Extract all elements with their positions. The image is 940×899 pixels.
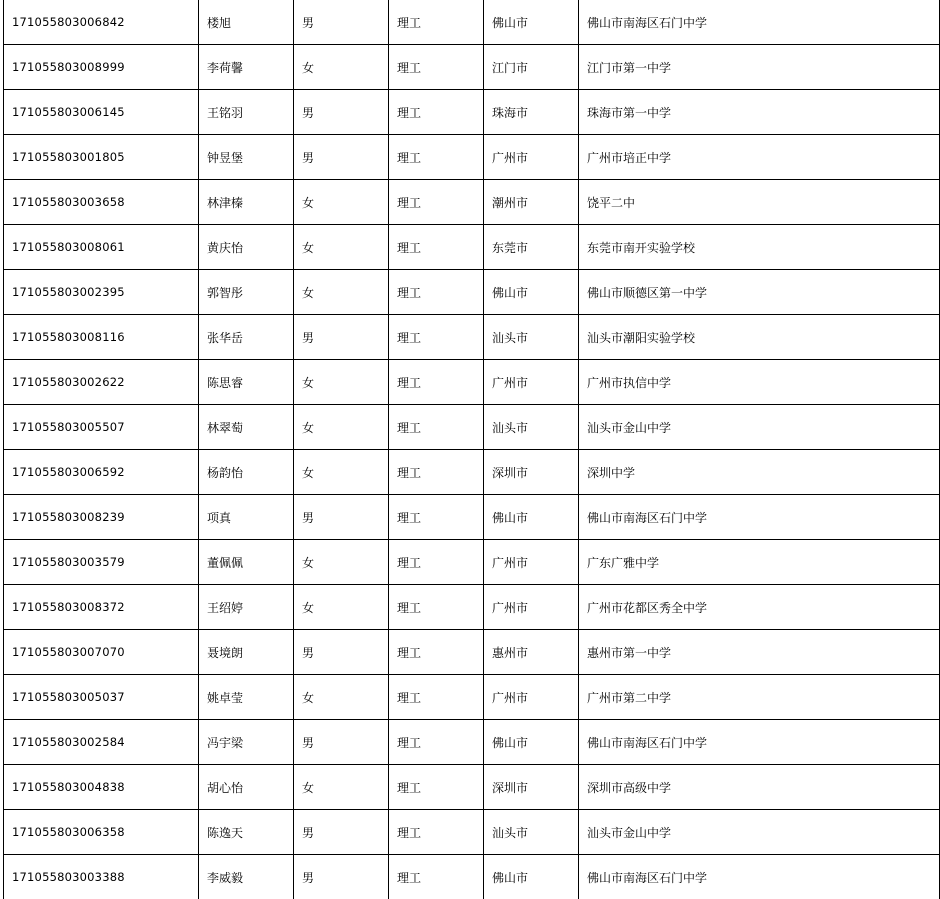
gender-cell: 男 — [294, 855, 389, 899]
school-cell: 汕头市金山中学 — [579, 810, 940, 855]
gender-cell: 男 — [294, 90, 389, 135]
gender-cell: 女 — [294, 270, 389, 315]
gender-cell: 女 — [294, 45, 389, 90]
school-cell: 惠州市第一中学 — [579, 630, 940, 675]
school-cell: 珠海市第一中学 — [579, 90, 940, 135]
category-cell: 理工 — [389, 540, 484, 585]
student-name-cell: 黄庆怡 — [199, 225, 294, 270]
gender-cell: 男 — [294, 315, 389, 360]
city-cell: 佛山市 — [484, 855, 579, 899]
student-name-cell: 项真 — [199, 495, 294, 540]
student-name-cell: 李荷馨 — [199, 45, 294, 90]
category-cell: 理工 — [389, 720, 484, 765]
gender-cell: 女 — [294, 450, 389, 495]
city-cell: 佛山市 — [484, 0, 579, 45]
school-cell: 佛山市南海区石门中学 — [579, 720, 940, 765]
city-cell: 惠州市 — [484, 630, 579, 675]
student-id-cell: 171055803008116 — [4, 315, 199, 360]
table-row — [4, 810, 940, 855]
city-cell: 汕头市 — [484, 315, 579, 360]
city-cell: 深圳市 — [484, 450, 579, 495]
table-row — [4, 315, 940, 360]
table-row — [4, 450, 940, 495]
table-row — [4, 135, 940, 180]
gender-cell: 女 — [294, 360, 389, 405]
school-cell: 饶平二中 — [579, 180, 940, 225]
student-id-cell: 171055803008239 — [4, 495, 199, 540]
student-name-cell: 王绍婷 — [199, 585, 294, 630]
table-row — [4, 270, 940, 315]
school-cell: 汕头市金山中学 — [579, 405, 940, 450]
city-cell: 广州市 — [484, 675, 579, 720]
school-cell: 广东广雅中学 — [579, 540, 940, 585]
city-cell: 珠海市 — [484, 90, 579, 135]
category-cell: 理工 — [389, 630, 484, 675]
city-cell: 潮州市 — [484, 180, 579, 225]
gender-cell: 女 — [294, 540, 389, 585]
category-cell: 理工 — [389, 0, 484, 45]
gender-cell: 女 — [294, 405, 389, 450]
school-cell: 汕头市潮阳实验学校 — [579, 315, 940, 360]
school-cell: 佛山市顺德区第一中学 — [579, 270, 940, 315]
gender-cell: 女 — [294, 225, 389, 270]
student-name-cell: 楼旭 — [199, 0, 294, 45]
school-cell: 广州市花都区秀全中学 — [579, 585, 940, 630]
category-cell: 理工 — [389, 585, 484, 630]
city-cell: 佛山市 — [484, 495, 579, 540]
table-row — [4, 675, 940, 720]
school-cell: 佛山市南海区石门中学 — [579, 855, 940, 899]
table-row — [4, 720, 940, 765]
table-row — [4, 45, 940, 90]
student-name-cell: 林津榛 — [199, 180, 294, 225]
city-cell: 广州市 — [484, 135, 579, 180]
student-name-cell: 王铭羽 — [199, 90, 294, 135]
student-id-cell: 171055803004838 — [4, 765, 199, 810]
student-name-cell: 李威毅 — [199, 855, 294, 899]
school-cell: 广州市执信中学 — [579, 360, 940, 405]
student-id-cell: 171055803007070 — [4, 630, 199, 675]
student-id-cell: 171055803002622 — [4, 360, 199, 405]
student-id-cell: 171055803003579 — [4, 540, 199, 585]
school-cell: 佛山市南海区石门中学 — [579, 0, 940, 45]
gender-cell: 男 — [294, 630, 389, 675]
category-cell: 理工 — [389, 495, 484, 540]
student-name-cell: 郭智彤 — [199, 270, 294, 315]
student-id-cell: 171055803006145 — [4, 90, 199, 135]
gender-cell: 女 — [294, 765, 389, 810]
student-id-cell: 171055803008999 — [4, 45, 199, 90]
table-row — [4, 585, 940, 630]
student-roster-table — [3, 0, 940, 899]
category-cell: 理工 — [389, 270, 484, 315]
school-cell: 江门市第一中学 — [579, 45, 940, 90]
student-id-cell: 171055803001805 — [4, 135, 199, 180]
category-cell: 理工 — [389, 90, 484, 135]
roster-table-body — [4, 0, 940, 899]
category-cell: 理工 — [389, 675, 484, 720]
student-name-cell: 张华岳 — [199, 315, 294, 360]
city-cell: 东莞市 — [484, 225, 579, 270]
student-name-cell: 杨韵怡 — [199, 450, 294, 495]
student-name-cell: 姚卓莹 — [199, 675, 294, 720]
category-cell: 理工 — [389, 315, 484, 360]
category-cell: 理工 — [389, 765, 484, 810]
table-row — [4, 0, 940, 45]
school-cell: 深圳市高级中学 — [579, 765, 940, 810]
city-cell: 广州市 — [484, 585, 579, 630]
student-id-cell: 171055803005507 — [4, 405, 199, 450]
student-name-cell: 陈逸天 — [199, 810, 294, 855]
student-id-cell: 171055803008061 — [4, 225, 199, 270]
category-cell: 理工 — [389, 855, 484, 899]
table-row — [4, 225, 940, 270]
gender-cell: 男 — [294, 810, 389, 855]
table-row — [4, 90, 940, 135]
student-name-cell: 聂境朗 — [199, 630, 294, 675]
category-cell: 理工 — [389, 405, 484, 450]
table-row — [4, 540, 940, 585]
category-cell: 理工 — [389, 135, 484, 180]
student-name-cell: 钟昱堡 — [199, 135, 294, 180]
gender-cell: 女 — [294, 675, 389, 720]
student-id-cell: 171055803003388 — [4, 855, 199, 899]
category-cell: 理工 — [389, 360, 484, 405]
school-cell: 深圳中学 — [579, 450, 940, 495]
city-cell: 深圳市 — [484, 765, 579, 810]
roster-table-container — [3, 0, 940, 899]
student-id-cell: 171055803002395 — [4, 270, 199, 315]
category-cell: 理工 — [389, 180, 484, 225]
city-cell: 江门市 — [484, 45, 579, 90]
gender-cell: 男 — [294, 135, 389, 180]
student-id-cell: 171055803002584 — [4, 720, 199, 765]
school-cell: 广州市第二中学 — [579, 675, 940, 720]
gender-cell: 男 — [294, 495, 389, 540]
student-name-cell: 冯宇梁 — [199, 720, 294, 765]
student-id-cell: 171055803006842 — [4, 0, 199, 45]
school-cell: 东莞市南开实验学校 — [579, 225, 940, 270]
school-cell: 广州市培正中学 — [579, 135, 940, 180]
gender-cell: 男 — [294, 720, 389, 765]
gender-cell: 女 — [294, 180, 389, 225]
city-cell: 广州市 — [484, 540, 579, 585]
city-cell: 佛山市 — [484, 270, 579, 315]
gender-cell: 女 — [294, 585, 389, 630]
student-id-cell: 171055803005037 — [4, 675, 199, 720]
student-name-cell: 胡心怡 — [199, 765, 294, 810]
student-id-cell: 171055803006592 — [4, 450, 199, 495]
city-cell: 汕头市 — [484, 405, 579, 450]
city-cell: 佛山市 — [484, 720, 579, 765]
table-row — [4, 180, 940, 225]
student-id-cell: 171055803003658 — [4, 180, 199, 225]
student-id-cell: 171055803008372 — [4, 585, 199, 630]
table-row — [4, 630, 940, 675]
category-cell: 理工 — [389, 810, 484, 855]
school-cell: 佛山市南海区石门中学 — [579, 495, 940, 540]
table-row — [4, 855, 940, 899]
category-cell: 理工 — [389, 450, 484, 495]
city-cell: 广州市 — [484, 360, 579, 405]
table-row — [4, 405, 940, 450]
table-row — [4, 360, 940, 405]
gender-cell: 男 — [294, 0, 389, 45]
category-cell: 理工 — [389, 225, 484, 270]
table-row — [4, 495, 940, 540]
student-name-cell: 陈思睿 — [199, 360, 294, 405]
city-cell: 汕头市 — [484, 810, 579, 855]
table-row — [4, 765, 940, 810]
student-name-cell: 林翠萄 — [199, 405, 294, 450]
category-cell: 理工 — [389, 45, 484, 90]
student-name-cell: 董佩佩 — [199, 540, 294, 585]
student-id-cell: 171055803006358 — [4, 810, 199, 855]
